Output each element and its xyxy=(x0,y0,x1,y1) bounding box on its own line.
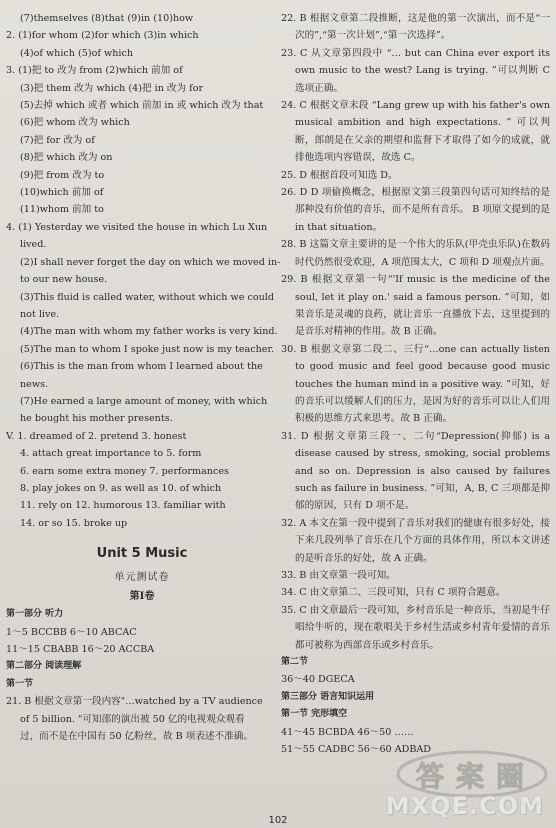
answer-line: 25. D 根据首段可知选 D。 xyxy=(281,169,398,181)
answer-line: 22. B 根据文章第二段推断，这是他的第一次演出，而不是“一次的”,“第一次计划”,“第一次选择”。 xyxy=(281,13,550,42)
watermark-url: MXQE.COM xyxy=(385,792,544,820)
left-answers-top xyxy=(6,10,281,532)
svg-text:案: 案 xyxy=(456,760,485,793)
answer-line: (3)把 them 改为 which (4)把 in 改为 for xyxy=(20,82,204,94)
answer-line: (6)把 whom 改为 which xyxy=(20,117,130,129)
answer-line: 第一节 xyxy=(6,678,34,689)
answer-line: 过，而不是在中国有 50 亿粉丝，故 B 项表述不准确。 xyxy=(20,731,253,743)
answer-line: 第三部分 语言知识运用 xyxy=(281,691,375,702)
answer-line: 36～40 DGECA xyxy=(281,674,355,686)
answer-line: (6)This is the man from whom I learned about the xyxy=(20,361,263,373)
answer-line: (4)The man with whom my father works is very kind. xyxy=(20,326,278,338)
answer-line: 51～55 CADBC 56～60 ADBAD xyxy=(281,744,431,756)
answer-line: 6. earn some extra money 7. performances xyxy=(20,465,229,477)
answer-line: lived. xyxy=(20,239,47,251)
answer-line: 第一节 完形填空 xyxy=(281,709,348,720)
test-title: 单元测试卷 xyxy=(114,572,170,584)
answer-line: 28. B 这篇文章主要讲的是一个伟大的乐队(甲壳虫乐队)在数码时代仍然很受欢迎，A 项范围太大，C 项和 D 项观点片面。 xyxy=(281,239,550,268)
answer-line: 23. C 从文章第四段中 “… but can China ever export its own music to the west? Lang is trying. ”可以判断 C 选项正确。 xyxy=(281,47,550,94)
answer-line: 第一部分 听力 xyxy=(6,609,64,620)
answer-line: 11～15 CBABB 16～20 ACCBA xyxy=(6,644,155,655)
answer-line: (9)把 from 改为 to xyxy=(20,169,105,181)
answer-line: of 5 billion. "可知邵的演出被 50 亿的电视观众观看 xyxy=(20,713,245,725)
answer-line: 第二部分 阅读理解 xyxy=(6,661,82,672)
answer-line: 3. (1)把 to 改为 from (2)which 前加 of xyxy=(6,65,183,77)
answer-line: not live. xyxy=(20,308,60,320)
answer-line: 31. D 根据文章第三段一、二句“Depression(抑郁) is a disease caused by stress, smoking, social problems and so on. Depression is also caused by failures such as failure in business. ”可知，A, B, C 三项都是抑郁的原因，只有 D 项不是。 xyxy=(281,430,550,512)
right-column xyxy=(281,10,550,758)
answer-line: (5)去掉 which 或者 which 前加 in 或 which 改为 that xyxy=(20,100,264,112)
answer-line: 21. B 根据文章第一段内容"…watched by a TV audience xyxy=(6,696,263,708)
answer-line: 41～45 BCBDA 46～50 …… xyxy=(281,726,414,738)
answer-line: 34. C 由文章第二、三段可知，只有 C 项符合题意。 xyxy=(281,587,506,599)
unit-title: Unit 5 Music xyxy=(96,546,188,562)
answer-line: to our new house. xyxy=(20,274,108,286)
answer-line: 24. C 根据文章末段 “Lang grew up with his father's own musical ambition and high expectations. ” 可以判断，郎朗是在父亲的期望和监督下才取得了如今的成就，就排他选项内容错误，故选 C。 xyxy=(281,100,550,164)
page-number: 102 xyxy=(268,815,288,826)
left-answers-bottom xyxy=(6,606,268,745)
section-title: 第Ⅰ卷 xyxy=(129,591,155,603)
answer-line: 8. play jokes on 9. as well as 10. of which xyxy=(20,482,222,494)
left-column xyxy=(6,10,281,745)
answer-line: 32. A 本文在第一段中提到了音乐对我们的健康有很多好处，接下来几段列举了音乐在几个方面的具体作用，所以本文讲述的是听音乐的好处，故 A 正确。 xyxy=(281,517,550,564)
answer-line: 26. D D 项偷换概念，根据原文第三段第四句话可知终结的是那种没有价值的音乐，而不是所有音乐。 B 项原文提到的是 in that situation。 xyxy=(281,187,550,233)
answer-line: (7)themselves (8)that (9)in (10)how xyxy=(20,13,194,24)
answer-line: (7)He earned a large amount of money, with which xyxy=(20,395,268,407)
answer-line: 4. (1) Yesterday we visited the house in which Lu Xun xyxy=(6,221,268,233)
answer-line: V. 1. dreamed of 2. pretend 3. honest xyxy=(6,430,187,442)
watermark-logo xyxy=(376,748,552,822)
answer-line: (10)which 前加 of xyxy=(20,187,104,199)
answer-line: 4. attach great importance to 5. form xyxy=(20,448,202,460)
answer-line: (7)把 for 改为 of xyxy=(20,134,95,146)
answer-line: 14. or so 15. broke up xyxy=(20,517,128,529)
answer-line: (8)把 which 改为 on xyxy=(20,152,113,164)
right-answers-bottom xyxy=(281,654,550,758)
answer-line: 35. C 由文章最后一段可知，乡村音乐是一种音乐，当初是牛仔唱给牛听的，现在歌唱关于乡村生活或乡村青年爱情的音乐都可被称为西部音乐或乡村音乐。 xyxy=(281,604,550,651)
answer-line: 30. B 根据文章第二段二、三行“…one can actually listen to good music and feel good because good music touches the human mind in a positive way. ”可知，好的音乐可以缓解人们的压力，是因为好的音乐可以让人们用积极的思维方式来思考。故 B 正确。 xyxy=(281,343,550,425)
answer-line: 1～5 BCCBB 6～10 ABCAC xyxy=(6,626,137,638)
svg-text:答: 答 xyxy=(416,760,445,793)
answer-line: (3)This fluid is called water, without which we could xyxy=(20,291,274,303)
answer-line: (4)of which (5)of which xyxy=(20,47,134,59)
answer-line: 33. B 由文章第一段可知。 xyxy=(281,570,396,581)
answer-line: 第二节 xyxy=(281,657,309,668)
answer-line: news. xyxy=(20,378,49,390)
answer-line: (11)whom 前加 to xyxy=(20,204,104,216)
answer-line: 11. rely on 12. humorous 13. familiar with xyxy=(20,500,226,512)
answer-line: (2)I shall never forget the day on which we moved in- xyxy=(20,256,281,268)
answer-line: (5)The man to whom I spoke just now is my teacher. xyxy=(20,343,275,355)
right-answers xyxy=(281,10,550,654)
answer-line: 2. (1)for whom (2)for which (3)in which xyxy=(6,30,199,42)
answer-line: he bought his mother presents. xyxy=(20,413,173,425)
svg-text:圈: 圈 xyxy=(496,760,525,793)
answer-line: 29. B 根据文章第一句“'If music is the medicine of the soul, let it play on.' said a famous person. ”可知，如果音乐是灵魂的良药，就让音乐一直播放下去，这里提到的是音乐对精神的作用。故 B 正确。 xyxy=(281,274,550,338)
